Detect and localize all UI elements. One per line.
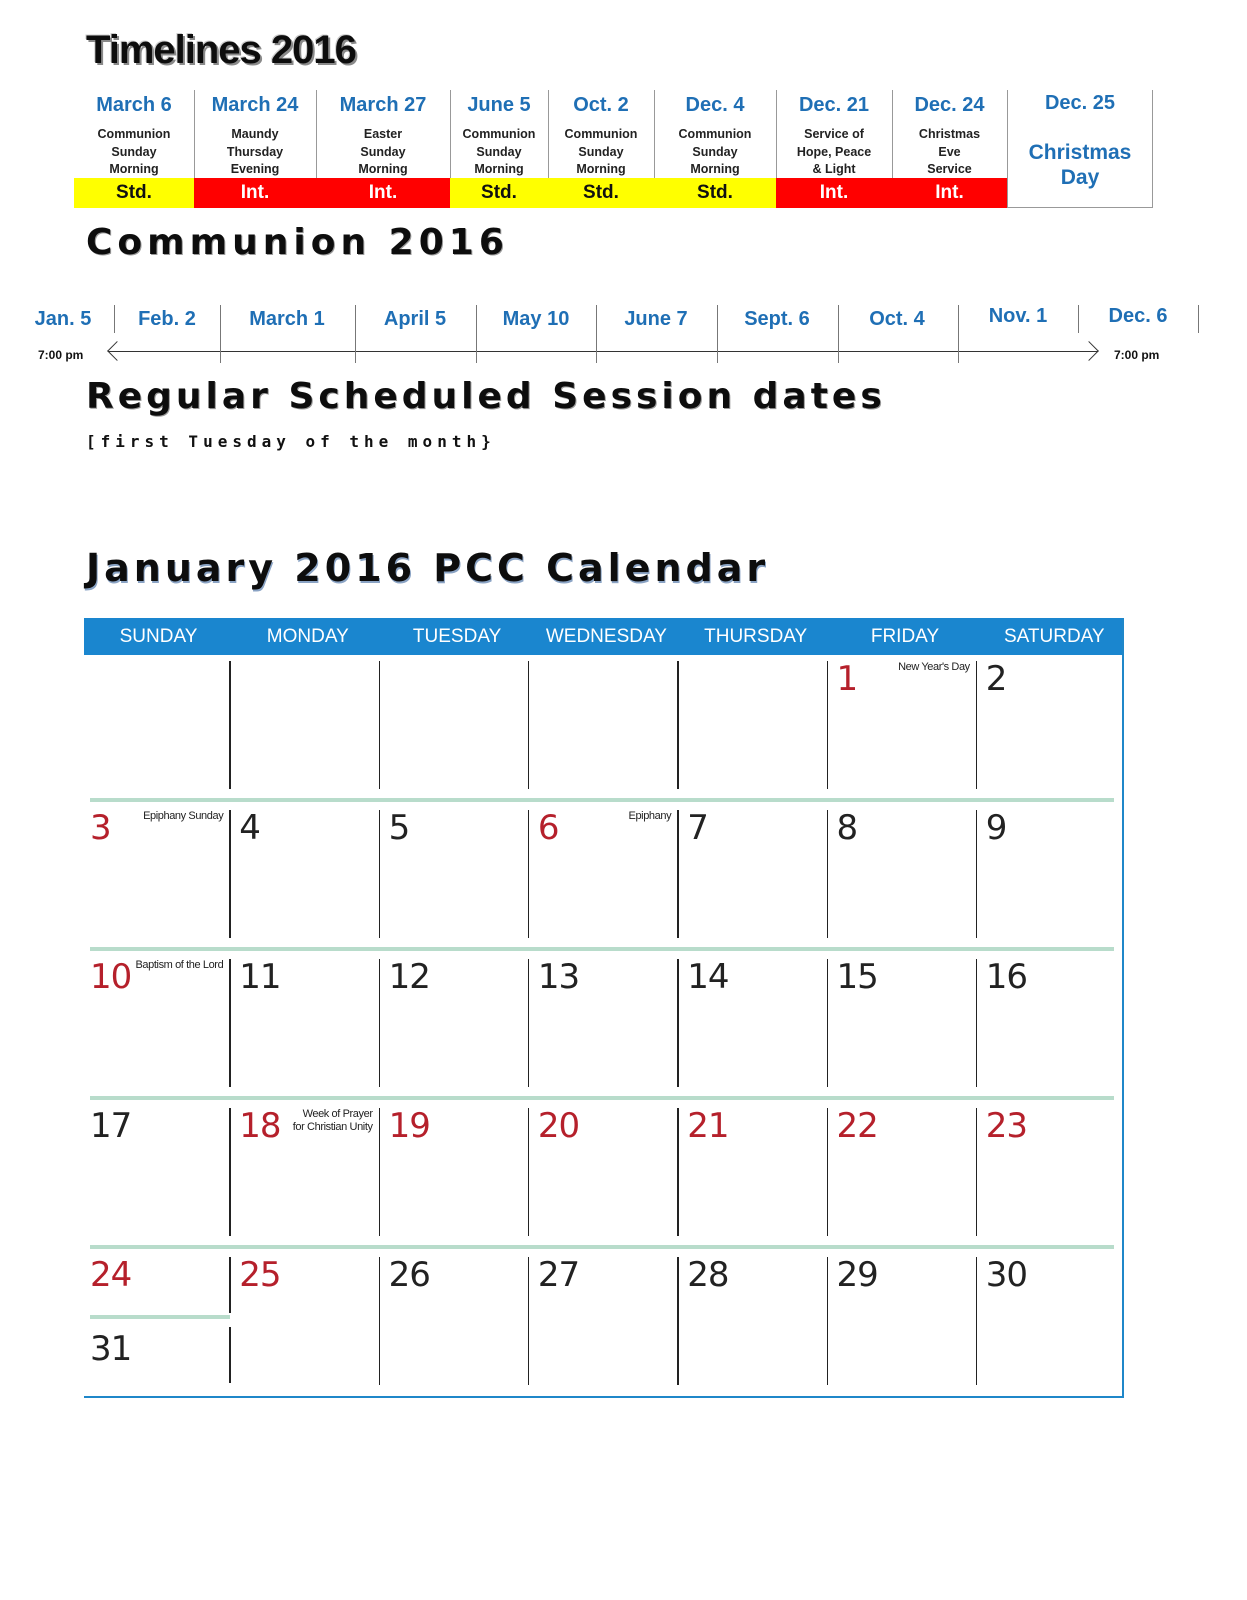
timeline-type-badge: Std.: [548, 178, 654, 208]
calendar-day-separator: [976, 810, 978, 938]
timeline-date: March 27: [339, 94, 427, 116]
session-date: Oct. 4: [869, 308, 925, 330]
session-separator: [114, 305, 115, 333]
session-title: Regular Scheduled Session dates: [86, 376, 886, 417]
calendar-day-separator: [677, 959, 679, 1087]
calendar-holiday-note: [861, 661, 970, 674]
timeline-description-line: Evening: [230, 162, 280, 176]
session-subtitle: [first Tuesday of the month}: [86, 432, 496, 451]
calendar-day-separator: [677, 810, 679, 938]
timeline-item: [892, 90, 1007, 210]
calendar-holiday-note: [562, 810, 671, 823]
session-date: Feb. 2: [138, 308, 196, 330]
calendar-day-number: 11: [239, 957, 281, 997]
timeline-date: Dec. 24: [914, 94, 985, 116]
session-end-time: 7:00 pm: [1114, 348, 1160, 362]
calendar-day-number: 7: [687, 808, 708, 848]
calendar-day-separator: [229, 1327, 231, 1383]
timeline-type-badge: Int.: [776, 178, 892, 208]
timeline-description-line: Morning: [358, 162, 408, 176]
calendar-day-name: WEDNESDAY: [545, 626, 667, 647]
calendar-day-separator: [976, 1257, 978, 1385]
timeline-description: [654, 126, 776, 179]
timelines-title: Timelines 2016: [86, 28, 356, 72]
timeline-item: [548, 90, 654, 210]
timeline-description-line: Sunday: [111, 144, 157, 159]
calendar-day-number: 30: [985, 1255, 1028, 1295]
calendar-day-separator: [229, 1108, 231, 1236]
session-separator: [958, 305, 959, 363]
calendar-day-separator: [528, 810, 530, 938]
timeline-description-line: Morning: [474, 162, 524, 176]
session-start-time: 7:00 pm: [38, 348, 84, 362]
timeline-date: March 24: [211, 94, 299, 116]
calendar-title: January 2016 PCC Calendar: [86, 546, 770, 590]
calendar-day-separator: [379, 810, 381, 938]
timeline-description-line: Communion: [97, 127, 171, 141]
calendar-day-separator: [976, 661, 978, 789]
session-separator: [355, 305, 356, 363]
timeline-description-line: Communion: [678, 127, 752, 141]
calendar-day-number: 2: [985, 659, 1007, 699]
session-date: Dec. 6: [1108, 305, 1168, 327]
calendar-day-separator: [528, 1108, 530, 1236]
calendar-holiday-note: [263, 1108, 372, 1134]
timeline-type-badge: Std.: [450, 178, 548, 208]
timeline-item: [74, 90, 194, 210]
timeline-description: [450, 126, 548, 179]
calendar-day-number: 21: [687, 1106, 729, 1146]
timeline-christmas-day: [1007, 90, 1153, 208]
calendar-day-number: 4: [239, 808, 260, 848]
calendar-day-separator: [379, 959, 381, 1087]
calendar-day-separator: [229, 810, 231, 938]
calendar-day-separator: [528, 661, 530, 789]
calendar-day-number: 25: [239, 1255, 281, 1295]
timeline-item: [776, 90, 892, 210]
timeline-description-line: Morning: [109, 162, 159, 176]
calendar-holiday-line: Epiphany Sunday: [143, 810, 224, 822]
calendar-day-number: 15: [836, 957, 878, 997]
calendar-day-name: SUNDAY: [119, 626, 198, 647]
calendar-day-separator: [677, 1108, 679, 1236]
timeline-date: June 5: [467, 94, 531, 116]
session-separator: [596, 305, 597, 363]
timeline-description-line: Service: [927, 162, 972, 176]
calendar-day-separator: [827, 959, 829, 1087]
timeline-description: [316, 126, 450, 179]
timeline-item: [316, 90, 450, 210]
calendar-day-separator: [379, 1108, 381, 1236]
timeline-separator: [892, 90, 893, 178]
timeline-type-badge: Int.: [892, 178, 1007, 208]
calendar-day-number: 29: [836, 1255, 878, 1295]
session-date: April 5: [383, 308, 447, 330]
timeline-separator: [450, 90, 451, 178]
calendar-day-separator: [379, 661, 381, 789]
session-date: June 7: [624, 308, 688, 330]
calendar-day-number: 18: [239, 1106, 281, 1146]
calendar-week-divider: [90, 947, 1114, 951]
calendar-day-number: 9: [985, 808, 1007, 848]
timeline-description-line: Communion: [462, 127, 536, 141]
calendar-day-number: 8: [836, 808, 858, 848]
session-separator: [220, 305, 221, 363]
timeline-christmas-label: [1008, 140, 1152, 190]
calendar-day-number: 3: [90, 808, 111, 848]
timeline-description: [548, 126, 654, 179]
timeline-date: March 6: [96, 94, 172, 116]
calendar-day-separator: [827, 810, 829, 938]
calendar-day-separator: [827, 1257, 829, 1385]
session-separator: [1078, 305, 1079, 333]
calendar-day-number: 6: [537, 808, 559, 848]
calendar-week-divider: [90, 1315, 230, 1319]
calendar-day-name: MONDAY: [266, 626, 349, 647]
calendar-day-separator: [229, 959, 231, 1087]
calendar-day-separator: [677, 661, 679, 789]
timeline-description: [74, 126, 194, 179]
timeline-item: [194, 90, 316, 210]
timeline-description-line: Morning: [576, 162, 626, 176]
calendar-day-number: 14: [687, 957, 729, 997]
timeline-separator: [548, 90, 549, 178]
timeline-date: Oct. 2: [573, 94, 629, 116]
timeline-description-line: Maundy: [231, 127, 279, 141]
timeline-separator: [654, 90, 655, 178]
timeline-description: [194, 126, 316, 179]
calendar-day-number: 16: [985, 957, 1028, 997]
timeline-description-line: Communion: [564, 127, 638, 141]
timeline-date: Dec. 21: [798, 94, 870, 116]
calendar-header: [84, 618, 1122, 655]
timeline-description-line: Easter: [363, 127, 403, 141]
calendar-holiday-line: Baptism of the Lord: [135, 959, 224, 971]
timeline-item: [450, 90, 548, 210]
calendar-day-name: TUESDAY: [412, 626, 502, 647]
timeline-type-badge: Int.: [194, 178, 316, 208]
session-date: Jan. 5: [34, 308, 92, 330]
calendar-week-divider: [90, 1245, 1114, 1249]
timeline-separator: [776, 90, 777, 178]
calendar-day-separator: [827, 1108, 829, 1236]
calendar-day-separator: [677, 1257, 679, 1385]
calendar-day-separator: [379, 1257, 381, 1385]
timeline-type-badge: Std.: [74, 178, 194, 208]
calendar-week-divider: [90, 1096, 1114, 1100]
calendar-day-number: 24: [90, 1255, 132, 1295]
timeline-description-line: Sunday: [476, 144, 522, 159]
arrow-right-icon: [1079, 341, 1099, 361]
timeline-description-line: Sunday: [360, 144, 406, 159]
session-date: May 10: [502, 308, 570, 330]
calendar-day-number: 20: [537, 1106, 580, 1146]
communion-title: Communion 2016: [86, 222, 509, 263]
calendar-day-number: 31: [90, 1329, 132, 1369]
calendar-holiday-line: New Year's Day: [898, 661, 970, 673]
calendar-day-separator: [827, 661, 829, 789]
calendar-week-divider: [90, 798, 1114, 802]
calendar-holiday-note: [114, 959, 223, 972]
session-date: March 1: [249, 308, 325, 330]
calendar-day-separator: [229, 1257, 231, 1313]
session-separator: [838, 305, 839, 363]
calendar-day-name: THURSDAY: [704, 626, 808, 647]
calendar-day-separator: [976, 1108, 978, 1236]
session-dates-row: [0, 300, 1247, 370]
calendar-holiday-line: Epiphany: [628, 810, 672, 822]
calendar-day-number: 27: [537, 1255, 580, 1295]
timeline-christmas-line: Day: [1060, 166, 1100, 189]
timeline-separator: [316, 90, 317, 178]
timeline-description-line: Thursday: [226, 144, 284, 159]
session-date: Sept. 6: [744, 308, 810, 330]
calendar-day-number: 28: [687, 1255, 729, 1295]
session-separator: [717, 305, 718, 363]
timeline-description: [892, 126, 1007, 179]
calendar-day-separator: [528, 959, 530, 1087]
session-date: Nov. 1: [988, 305, 1048, 327]
calendar-day-number: 1: [836, 659, 858, 699]
calendar-day-number: 12: [388, 957, 430, 997]
timeline-arrow-line: [108, 351, 1098, 352]
timeline-description-line: Christmas: [918, 127, 981, 141]
timeline-description-line: Morning: [690, 162, 740, 176]
arrow-left-icon: [107, 341, 127, 361]
timeline-type-badge: Int.: [316, 178, 450, 208]
timeline-item: [654, 90, 776, 210]
calendar-day-number: 19: [388, 1106, 430, 1146]
calendar-day-number: 10: [90, 957, 132, 997]
session-separator: [476, 305, 477, 363]
calendar-grid: [84, 618, 1124, 1398]
calendar-day-separator: [976, 959, 978, 1087]
calendar-day-number: 23: [985, 1106, 1028, 1146]
timeline-description-line: & Light: [812, 162, 856, 176]
session-separator: [1198, 305, 1199, 333]
timeline-type-badge: Std.: [654, 178, 776, 208]
calendar-holiday-note: [114, 810, 223, 823]
calendar-day-name: SATURDAY: [1003, 626, 1105, 647]
calendar-day-separator: [229, 661, 231, 789]
calendar-day-number: 26: [388, 1255, 430, 1295]
timeline-date: Dec. 25: [1044, 92, 1116, 114]
calendar-day-number: 17: [90, 1106, 132, 1146]
timeline-separator: [194, 90, 195, 178]
timeline-date: Dec. 4: [685, 94, 745, 116]
calendar-holiday-line: Week of Prayer: [302, 1108, 373, 1120]
calendar-day-separator: [528, 1257, 530, 1385]
timeline-description-line: Service of: [804, 127, 864, 141]
timeline-description: [776, 126, 892, 179]
timeline-description-line: Eve: [938, 144, 961, 159]
calendar-day-number: 22: [836, 1106, 878, 1146]
calendar-holiday-line: for Christian Unity: [292, 1121, 373, 1133]
calendar-day-number: 13: [537, 957, 580, 997]
timeline-description-line: Hope, Peace: [796, 144, 872, 159]
timeline-christmas-line: Christmas: [1028, 141, 1132, 164]
calendar-day-number: 5: [388, 808, 410, 848]
calendar-day-name: FRIDAY: [870, 626, 940, 647]
timeline-description-line: Sunday: [578, 144, 624, 159]
timeline-description-line: Sunday: [692, 144, 738, 159]
